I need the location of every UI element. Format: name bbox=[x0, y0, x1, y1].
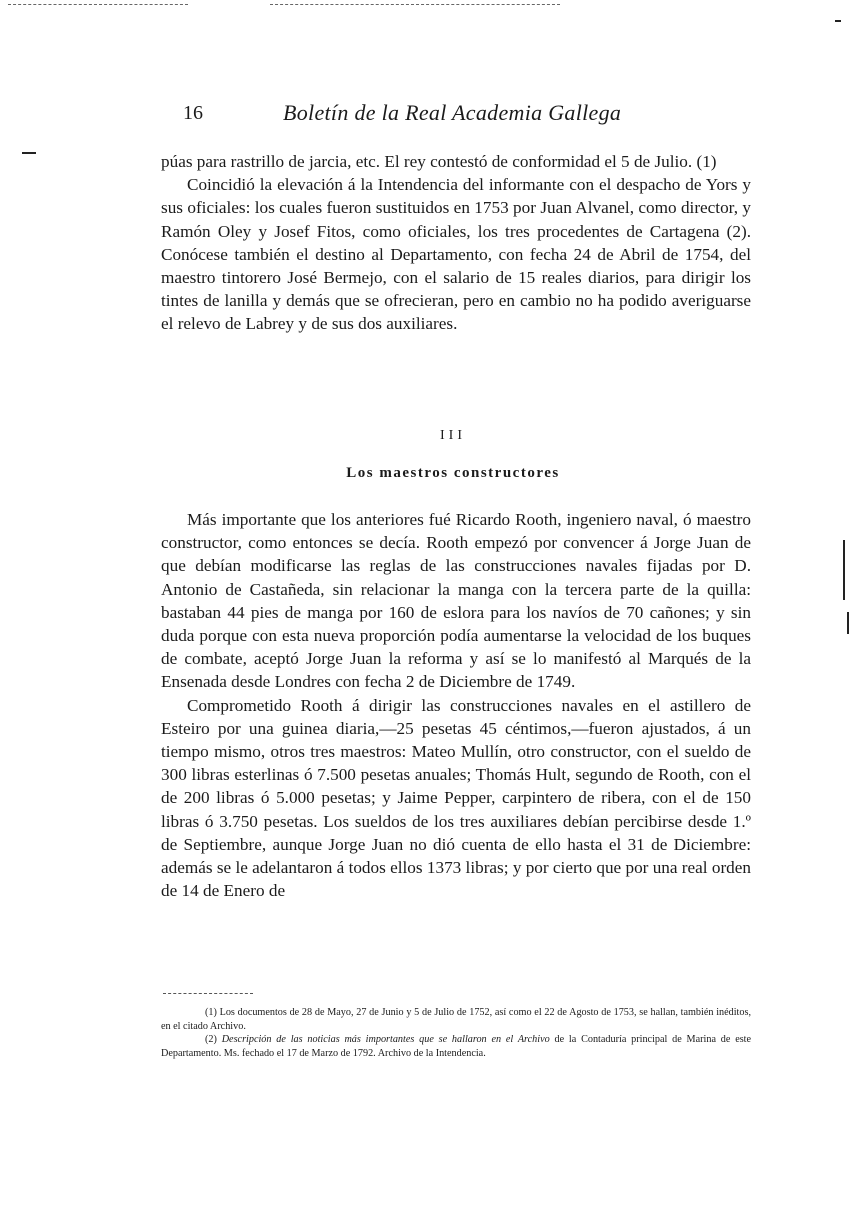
running-title: Boletín de la Real Academia Gallega bbox=[283, 100, 622, 125]
footnotes bbox=[161, 1006, 751, 1060]
top-scan-line bbox=[270, 4, 560, 5]
footnote bbox=[161, 1033, 751, 1060]
section-text bbox=[161, 508, 751, 902]
margin-mark bbox=[843, 540, 845, 600]
section-number: III bbox=[440, 428, 466, 443]
margin-mark bbox=[22, 152, 36, 154]
intro-text bbox=[161, 150, 751, 336]
footnote-title: Descripción de las noticias más importantes que se hallaron en el Archivo bbox=[221, 1034, 550, 1046]
paragraph: Coincidió la elevación á la Intendencia del informante con el despacho de Yors y sus oficiales: los cuales fueron sustituidos en 1753 por Juan Alvanel, como director, y Ramón Oley y Josef Fitos, como oficiales, los tres procedentes de Cartagena (2). Conócese también el destino al Departamento, con fecha 24 de Abril de 1754, del maestro tintorero José Bermejo, con el salario de 15 reales diarios, para dirigir los tintes de lanilla y demás que se ofrecieran, pero en cambio no ha podido averiguarse el relevo de Labrey y de sus dos auxiliares. bbox=[161, 175, 751, 334]
page-number: 16 bbox=[183, 102, 203, 124]
section-title: Los maestros constructores bbox=[346, 465, 560, 481]
footnote-text: de la Contaduría principal de Marina de este Departamento. Ms. fechado el 17 de Marzo de 1792. Archivo de la Intendencia. bbox=[161, 1034, 752, 1059]
paragraph: Comprometido Rooth á dirigir las construcciones navales en el astillero de Esteiro por una guinea diaria,—25 pesetas 45 céntimos,—fueron ajustados, á un tiempo mismo, otros tres maestros: Mateo Mullín, otro constructor, con el sueldo de 300 libras esterlinas ó 7.500 pesetas anuales; Thomás Hult, segundo de Rooth, con el de 200 libras ó 5.000 pesetas; y Jaime Pepper, carpintero de ribera, con el de 150 libras ó 3.750 pesetas. Los sueldos de los tres auxiliares debían percibirse desde 1.º de Septiembre, aunque Jorge Juan no dió cuenta de ello hasta el 31 de Diciembre: además se le adelantaron á todos ellos 1373 libras; y por cierto que por una real orden de 14 de Enero de bbox=[161, 695, 751, 901]
paragraph: Más importante que los anteriores fué Ricardo Rooth, ingeniero naval, ó maestro constructor, como entonces se decía. Rooth empezó por convencer á Jorge Juan de que debían modificarse las reglas de las construcciones navales fijadas por D. Antonio de Castañeda, sin relacionar la manga con la tercera parte de la quilla: bastaban 44 pies de manga por 160 de eslora para los navíos de 70 cañones; y sin duda porque con esta nueva proporción podía aumentarse la velocidad de los buques de combate, aceptó Jorge Juan la reforma y así se lo manifestó al Marqués de la Ensenada desde Londres con fecha 2 de Diciembre de 1749. bbox=[161, 510, 751, 692]
footnote: (1) Los documentos de 28 de Mayo, 27 de Junio y 5 de Julio de 1752, así como el 22 de Agosto de 1753, se hallan, también inéditos, en el citado Archivo. bbox=[161, 1007, 751, 1032]
page-header bbox=[183, 100, 753, 130]
footnote-divider bbox=[163, 993, 253, 994]
margin-mark bbox=[835, 20, 841, 22]
footnote-marker: (2) bbox=[205, 1034, 217, 1046]
top-scan-line bbox=[8, 4, 188, 5]
margin-mark bbox=[847, 612, 849, 634]
paragraph: púas para rastrillo de jarcia, etc. El rey contestó de conformidad el 5 de Julio. (1) bbox=[161, 152, 717, 171]
